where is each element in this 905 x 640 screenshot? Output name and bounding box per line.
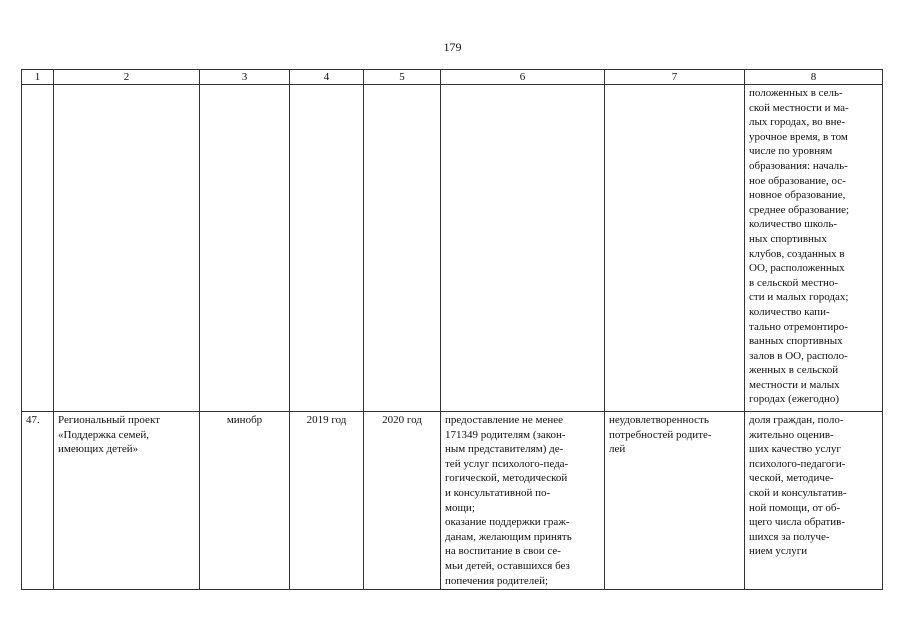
- cell-end-year: [364, 85, 441, 412]
- cell-consequences: неудовлетворенность потребностей родите- лей: [605, 412, 745, 590]
- cell-executor: [200, 85, 290, 412]
- cell-start-year: [290, 85, 364, 412]
- cell-name: Региональный проект «Поддержка семей, имеющих детей»: [54, 412, 200, 590]
- cell-start-year: 2019 год: [290, 412, 364, 590]
- header-col-3: 3: [200, 70, 290, 85]
- table-row-continued: [22, 85, 883, 412]
- cell-indicators: положенных в сель- ской местности и ма- лых городах, во вне- урочное время, в том числе по уровням образования: началь- ное образование, ос- новное образование, среднее образование; количество школь- ных спортивных клубов, созданных в ОО, расположенных в сельской местно- сти и малых городах; количество капи- тально отремонтиро- ванных спортивных залов в ОО, располо- женных в сельской местности и малых городах (ежегодно): [745, 85, 883, 412]
- cell-end-year: 2020 год: [364, 412, 441, 590]
- cell-indicators: доля граждан, поло- жительно оценив- ших качество услуг психолого-педагоги- ческой, методиче- ской и консультатив- ной помощи, от об- щего числа обратив- шихся за получе- нием услуги: [745, 412, 883, 590]
- header-col-8: 8: [745, 70, 883, 85]
- cell-number: 47.: [22, 412, 54, 590]
- cell-number: [22, 85, 54, 412]
- table-row-47: [22, 412, 883, 590]
- cell-consequences: [605, 85, 745, 412]
- page-number: 179: [443, 40, 462, 54]
- header-col-5: 5: [364, 70, 441, 85]
- cell-expected-result: [441, 85, 605, 412]
- cell-name: [54, 85, 200, 412]
- table-header-row: [22, 70, 883, 85]
- cell-expected-result: предоставление не менее 171349 родителям (закон- ным представителям) де- тей услуг психолого-педа- гогической, методической и консультативной по- мощи; оказание поддержки граж- данам, желающим принять на воспитание в свои се- мьи детей, оставшихся без попечения родителей;: [441, 412, 605, 590]
- header-col-7: 7: [605, 70, 745, 85]
- header-col-1: 1: [22, 70, 54, 85]
- header-col-2: 2: [54, 70, 200, 85]
- header-col-6: 6: [441, 70, 605, 85]
- document-table: [21, 69, 883, 590]
- header-col-4: 4: [290, 70, 364, 85]
- cell-executor: минобр: [200, 412, 290, 590]
